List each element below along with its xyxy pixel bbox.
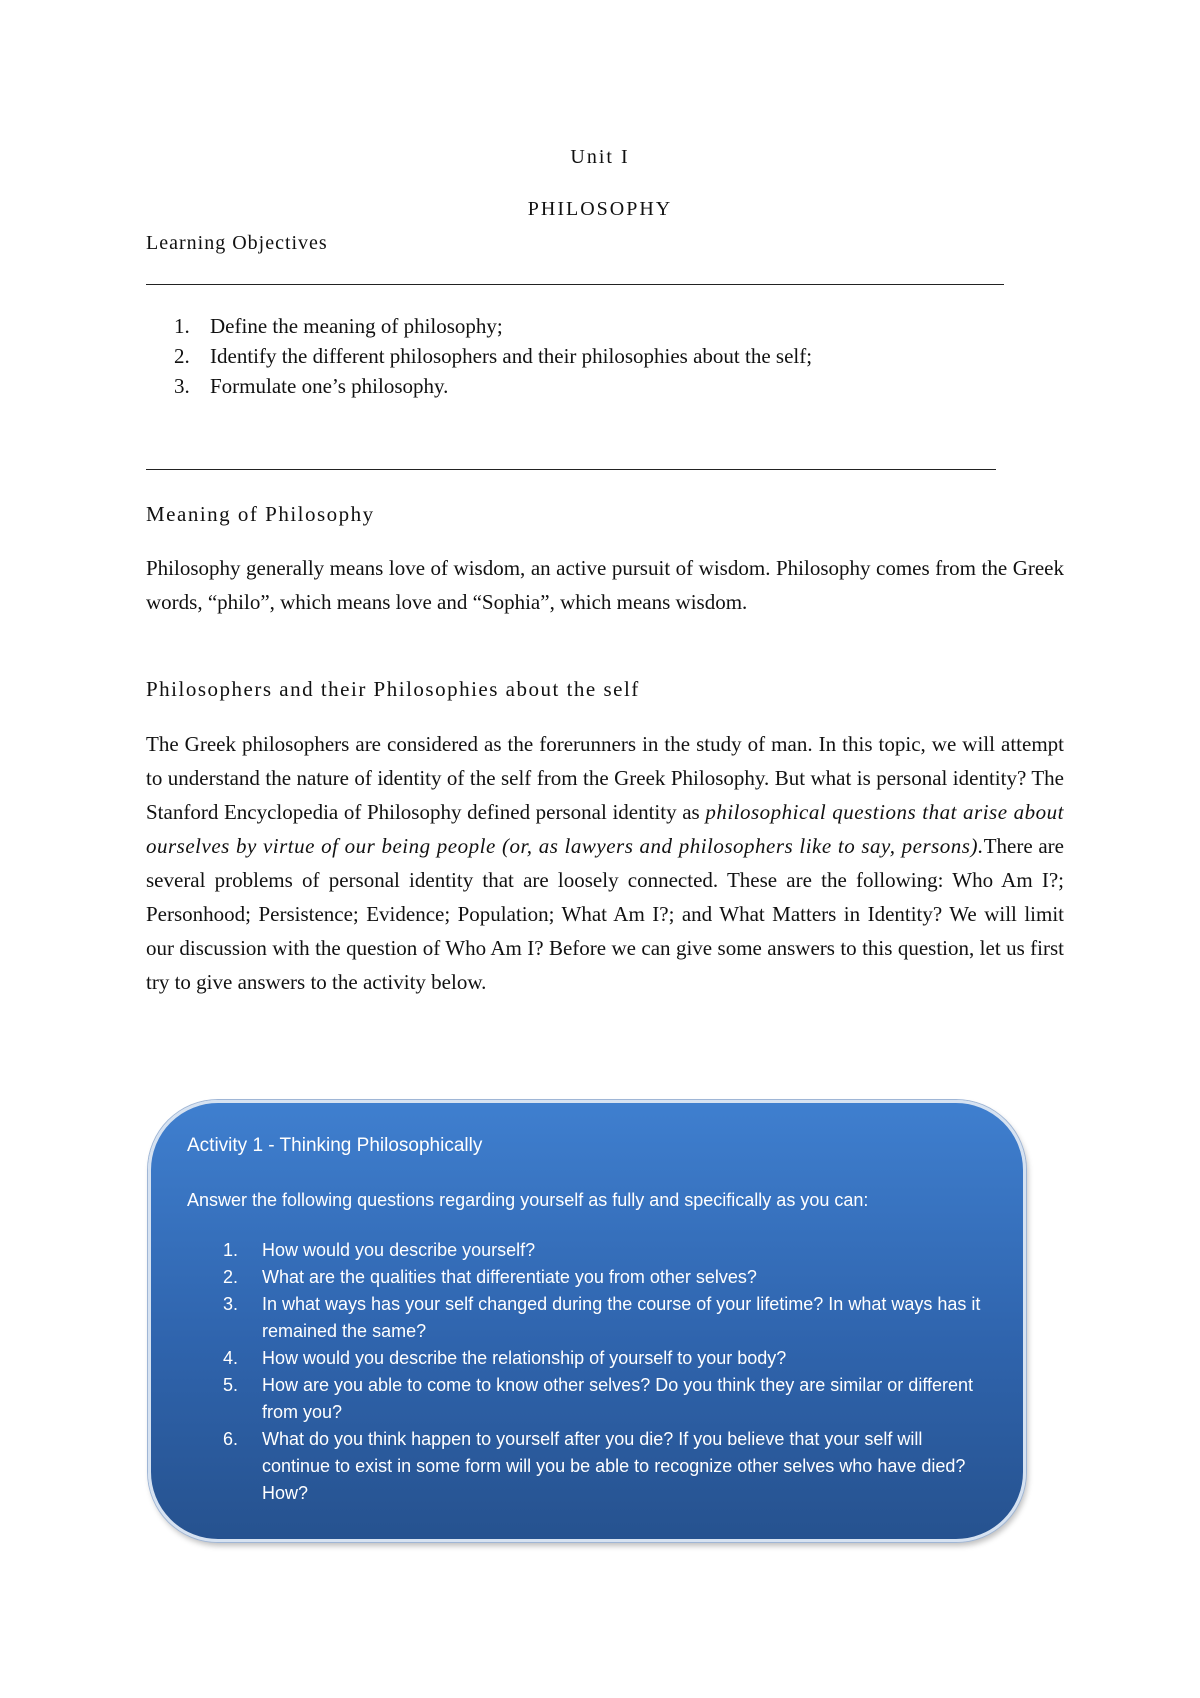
list-item: [187, 1291, 987, 1345]
activity-title: Activity 1 - Thinking Philosophically: [187, 1135, 483, 1156]
unit-title: Unit I: [570, 146, 630, 168]
list-item: [146, 341, 812, 371]
top-divider: [146, 284, 1004, 285]
list-item: [187, 1372, 987, 1426]
list-text: How would you describe yourself?: [262, 1240, 536, 1260]
list-item: [187, 1237, 987, 1264]
list-number: 3.: [223, 1294, 239, 1314]
list-text: Identify the different philosophers and their philosophies about the self;: [210, 344, 813, 368]
objectives-list: [146, 311, 812, 401]
list-text: How would you describe the relationship of yourself to your body?: [262, 1348, 787, 1368]
list-text: What are the qualities that differentiate you from other selves?: [262, 1267, 757, 1287]
list-item: [187, 1426, 987, 1507]
objectives-heading: Learning Objectives: [146, 232, 328, 254]
list-number: 6.: [223, 1429, 239, 1449]
list-number: 4.: [223, 1348, 239, 1368]
list-item: [187, 1264, 987, 1291]
list-number: 1.: [174, 314, 190, 338]
subject-title: PHILOSOPHY: [527, 198, 673, 220]
list-item: [146, 371, 812, 401]
paragraph-text: The Greek philosophers are considered as the forerunners in the study of man. In this topic, we will attempt to understand the nature of identity of the self from the Greek Philosophy. But what is personal identity? The Stanford Encyclopedia of Philosophy defined personal identity as: [146, 732, 1064, 824]
list-number: 1.: [223, 1240, 239, 1260]
activity-instruction: Answer the following questions regarding yourself as fully and specifically as you can:: [187, 1190, 869, 1210]
bottom-divider: [146, 469, 996, 470]
definition-quote: philosophical questions that arise about ourselves by virtue of our being people (or, as lawyers and philosophers like to say, persons).: [146, 800, 1064, 858]
list-text: What do you think happen to yourself after you die? If you believe that your self will continue to exist in some form will you be able to recognize other selves who have died? How?: [262, 1429, 966, 1503]
list-text: Define the meaning of philosophy;: [210, 314, 503, 338]
list-item: [187, 1345, 987, 1372]
paragraph-text: There are several problems of personal identity that are loosely connected. These are the following: Who Am I?; Personhood; Persistence; Evidence; Population; What Am I?; and What Matters in Identity? We will limit our discussion with the question of Who Am I? Before we can give some answers to this question, let us first try to give answers to the activity below.: [146, 834, 1064, 994]
list-text: In what ways has your self changed during the course of your lifetime? In what ways has it remained the same?: [262, 1294, 981, 1341]
meaning-paragraph: Philosophy generally means love of wisdom, an active pursuit of wisdom. Philosophy comes from the Greek words, “philo”, which means love and “Sophia”, which means wisdom.: [146, 556, 1064, 614]
meaning-heading: Meaning of Philosophy: [146, 502, 375, 526]
activity-box: [148, 1100, 1026, 1542]
list-number: 5.: [223, 1375, 239, 1395]
philosophers-paragraph: [146, 727, 1064, 999]
list-text: How are you able to come to know other selves? Do you think they are similar or different from you?: [262, 1375, 974, 1422]
activity-questions: [187, 1237, 987, 1507]
list-number: 2.: [174, 344, 190, 368]
philosophers-heading: Philosophers and their Philosophies about the self: [146, 677, 640, 701]
list-number: 3.: [174, 374, 190, 398]
list-text: Formulate one’s philosophy.: [210, 374, 449, 398]
list-number: 2.: [223, 1267, 239, 1287]
list-item: [146, 311, 812, 341]
